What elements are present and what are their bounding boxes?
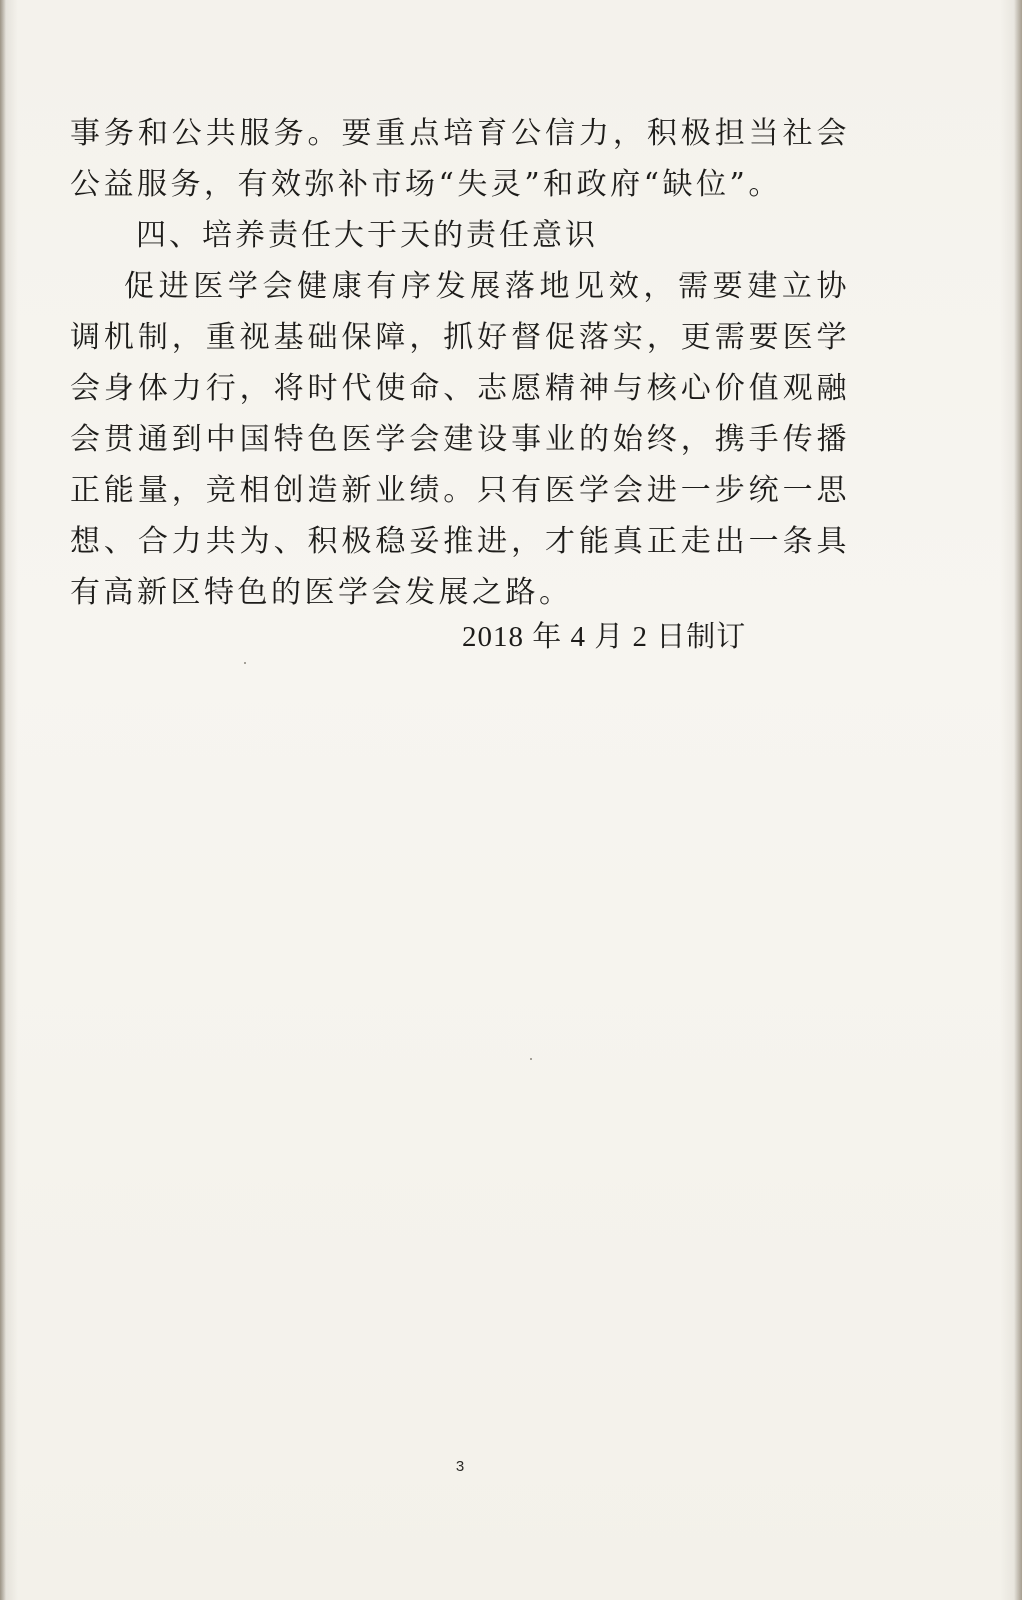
paragraph-continued: 事务和公共服务。要重点培育公信力，积极担当社会公益服务，有效弥补市场“失灵”和政府“缺位”。 [70, 116, 850, 202]
section-heading: 四、培养责任大于天的责任意识 [136, 218, 598, 253]
date-signature-line: 2018 年 4 月 2 日制订 [462, 621, 747, 653]
page-number: 3 [455, 1458, 465, 1475]
page-shadow-right [1014, 0, 1022, 1600]
page-shadow-left [0, 0, 6, 1600]
paper-speck [530, 1058, 532, 1060]
paper-speck [244, 662, 246, 664]
document-body [70, 108, 850, 618]
paragraph-main: 促进医学会健康有序发展落地见效，需要建立协调机制，重视基础保障，抓好督促落实，更需要医学会身体力行，将时代使命、志愿精神与核心价值观融会贯通到中国特色医学会建设事业的始终，携手传播正能量，竞相创造新业绩。只有医学会进一步统一思想、合力共为、积极稳妥推进，才能真正走出一条具有高新区特色的医学会发展之路。 [70, 269, 850, 610]
